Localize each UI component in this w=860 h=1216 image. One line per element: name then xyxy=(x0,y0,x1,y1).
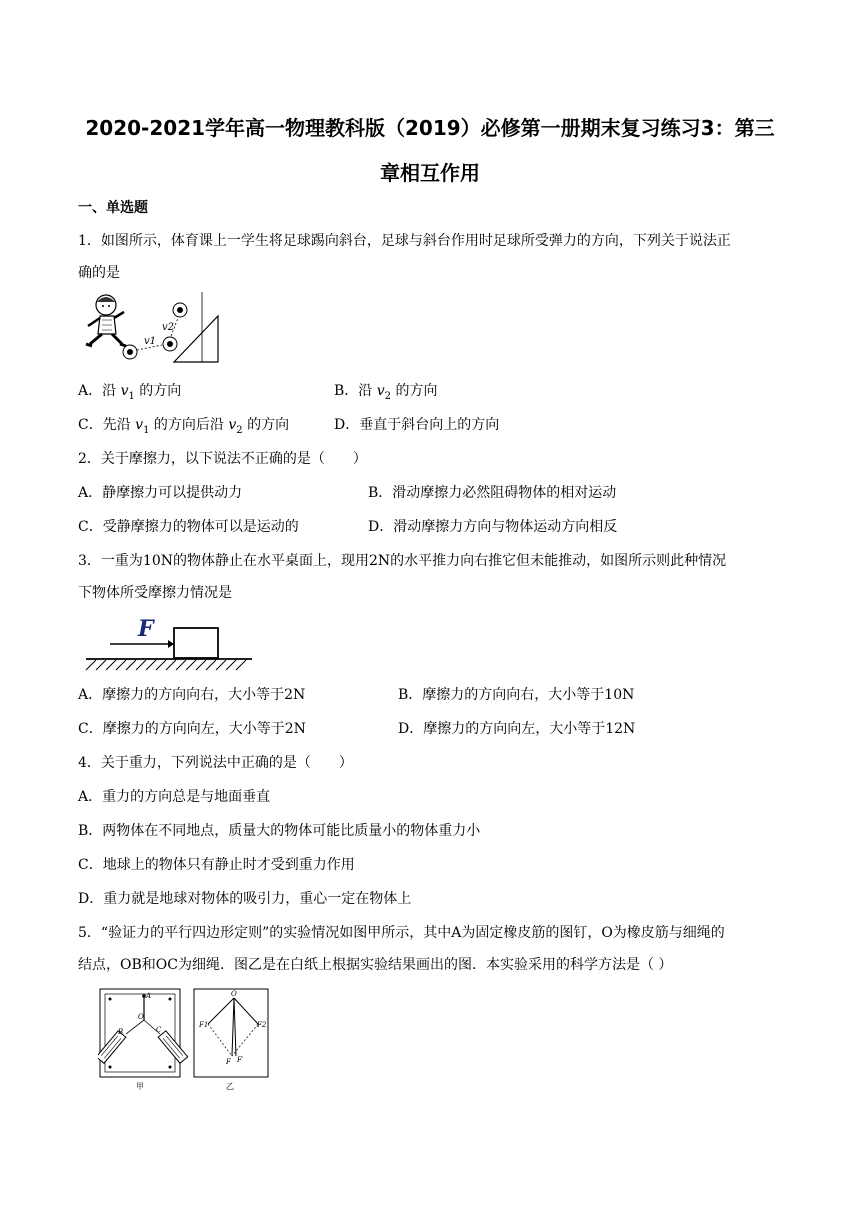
ground-hatching xyxy=(86,660,246,670)
page-title-line2: 章相互作用 xyxy=(380,161,480,185)
label-f: F xyxy=(226,1058,231,1066)
label-f1: F1 xyxy=(199,1021,209,1029)
force-f-label: F xyxy=(138,616,154,642)
block xyxy=(174,628,218,658)
q3-stem-line2: 下物体所受摩擦力情况是 xyxy=(78,585,232,601)
q4-option-a: A．重力的方向总是与地面垂直 xyxy=(78,789,271,805)
v2-label: v2 xyxy=(162,322,175,333)
figure-yi xyxy=(194,989,268,1091)
label-o: O xyxy=(138,1013,144,1021)
v1-label: v1 xyxy=(144,336,157,347)
q2-option-d: D．滑动摩擦力方向与物体运动方向相反 xyxy=(368,519,618,535)
section-heading: 一、单选题 xyxy=(78,200,148,216)
label-o2: O xyxy=(231,990,237,998)
q3-figure xyxy=(82,612,254,676)
label-b: B xyxy=(118,1028,124,1036)
ball-on-ramp xyxy=(163,337,177,351)
q4-option-b: B．两物体在不同地点，质量大的物体可能比质量小的物体重力小 xyxy=(78,823,481,839)
q2-stem: 2．关于摩擦力，以下说法不正确的是（ ） xyxy=(78,451,367,467)
q1-option-a: A．沿 $v_1$ 的方向 xyxy=(78,383,182,402)
caption-jia: 甲 xyxy=(136,1082,144,1091)
ramp xyxy=(174,316,218,362)
q1-option-c: C．先沿 $v_1$ 的方向后沿 $v_2$ 的方向 xyxy=(78,417,290,436)
q2-option-b: B．滑动摩擦力必然阻碍物体的相对运动 xyxy=(368,485,617,501)
q3-option-c: C．摩擦力的方向向左，大小等于2N xyxy=(78,721,306,737)
q3-option-d: D．摩擦力的方向向左，大小等于12N xyxy=(398,721,636,737)
q4-option-c: C．地球上的物体只有静止时才受到重力作用 xyxy=(78,857,355,873)
q1-option-d: D．垂直于斜台向上的方向 xyxy=(334,417,500,433)
q3-option-b: B．摩擦力的方向向右，大小等于10N xyxy=(398,687,635,703)
label-f-prime: F′ xyxy=(237,1056,244,1064)
ball-rebound xyxy=(173,303,187,317)
q5-stem-line2: 结点，OB和OC为细绳．图乙是在白纸上根据实验结果画出的图．本实验采用的科学方法是（ ） xyxy=(78,957,673,973)
q1-stem-line2: 确的是 xyxy=(78,265,120,281)
q1-figure xyxy=(78,290,238,366)
label-c: C xyxy=(156,1026,162,1034)
page-title-line1: 2020-2021学年高一物理教科版（2019）必修第一册期末复习练习3：第三 xyxy=(85,116,775,140)
q5-stem-line1: 5．“验证力的平行四边形定则”的实验情况如图甲所示，其中A为固定橡皮筋的图钉，O为橡皮筋与细绳的 xyxy=(78,925,725,941)
q1-stem-line1: 1．如图所示，体育课上一学生将足球踢向斜台，足球与斜台作用时足球所受弹力的方向，下列关于说法正 xyxy=(78,233,731,249)
figure-jia xyxy=(98,989,188,1091)
q5-figure xyxy=(98,986,272,1092)
student-figure xyxy=(86,295,126,346)
q4-stem: 4．关于重力，下列说法中正确的是（ ） xyxy=(78,755,353,771)
q2-option-c: C．受静摩擦力的物体可以是运动的 xyxy=(78,519,299,535)
caption-yi: 乙 xyxy=(226,1082,234,1091)
q2-option-a: A．静摩擦力可以提供动力 xyxy=(78,485,243,501)
q4-option-d: D．重力就是地球对物体的吸引力，重心一定在物体上 xyxy=(78,891,412,907)
label-f2: F2 xyxy=(257,1021,267,1029)
label-a: A xyxy=(146,992,152,1000)
ball-kicked xyxy=(123,345,137,359)
q1-option-b: B．沿 $v_2$ 的方向 xyxy=(334,383,438,402)
q3-stem-line1: 3．一重为10N的物体静止在水平桌面上，现用2N的水平推力向右推它但未能推动，如图所示则此种情况 xyxy=(78,553,727,569)
q3-option-a: A．摩擦力的方向向右，大小等于2N xyxy=(78,687,306,703)
